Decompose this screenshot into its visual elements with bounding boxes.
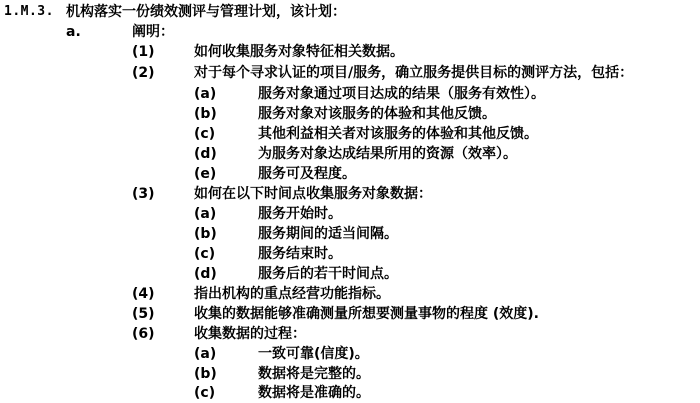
item-text: 收集数据的过程： [194, 326, 306, 342]
sub-item-marker: (c) [194, 246, 216, 262]
sub-item-marker: (b) [194, 106, 217, 122]
sub-item-marker: (c) [194, 126, 216, 142]
section-number: 1.M.3. [4, 4, 54, 19]
sub-item-text: 服务后的若干时间点。 [258, 266, 398, 282]
item-marker: (6) [132, 326, 155, 342]
item-text: 收集的数据能够准确测量所想要测量事物的程度 (效度). [194, 306, 539, 322]
sub-item-text: 服务对象通过项目达成的结果（服务有效性）。 [258, 86, 545, 102]
item-text: 如何在以下时间点收集服务对象数据： [194, 186, 432, 202]
item-marker: (4) [132, 286, 155, 302]
sub-item-marker: (d) [194, 146, 217, 162]
item-marker: (3) [132, 186, 155, 202]
item-marker: (5) [132, 306, 155, 322]
sub-item-marker: (d) [194, 266, 217, 282]
item-marker: (1) [132, 44, 155, 60]
sub-item-text: 服务结束时。 [258, 246, 342, 262]
item-marker: (2) [132, 65, 155, 81]
sub-item-marker: (b) [194, 366, 217, 382]
sub-item-marker: (c) [194, 385, 216, 401]
sub-item-marker: (a) [194, 206, 217, 222]
sub-item-marker: (a) [194, 346, 217, 362]
sub-item-text: 服务期间的适当间隔。 [258, 226, 398, 242]
sub-item-text: 数据将是准确的。 [258, 385, 370, 401]
sub-item-text: 为服务对象达成结果所用的资源（效率）。 [258, 146, 517, 162]
sub-section-label: 阐明： [132, 24, 174, 40]
sub-item-marker: (e) [194, 166, 217, 182]
sub-section-marker: a. [66, 24, 81, 40]
sub-item-text: 服务开始时。 [258, 206, 342, 222]
sub-item-text: 服务对象对该服务的体验和其他反馈。 [258, 106, 496, 122]
sub-item-text: 数据将是完整的。 [258, 366, 370, 382]
sub-item-marker: (b) [194, 226, 217, 242]
item-text: 如何收集服务对象特征相关数据。 [194, 44, 404, 60]
sub-item-text: 一致可靠(信度)。 [258, 346, 369, 362]
section-title: 机构落实一份绩效测评与管理计划，该计划： [66, 4, 346, 20]
sub-item-text: 服务可及程度。 [258, 166, 356, 182]
item-text: 指出机构的重点经营功能指标。 [194, 286, 390, 302]
item-text: 对于每个寻求认证的项目/服务，确立服务提供目标的测评方法，包括： [194, 65, 634, 81]
sub-item-marker: (a) [194, 86, 217, 102]
sub-item-text: 其他利益相关者对该服务的体验和其他反馈。 [258, 126, 538, 142]
